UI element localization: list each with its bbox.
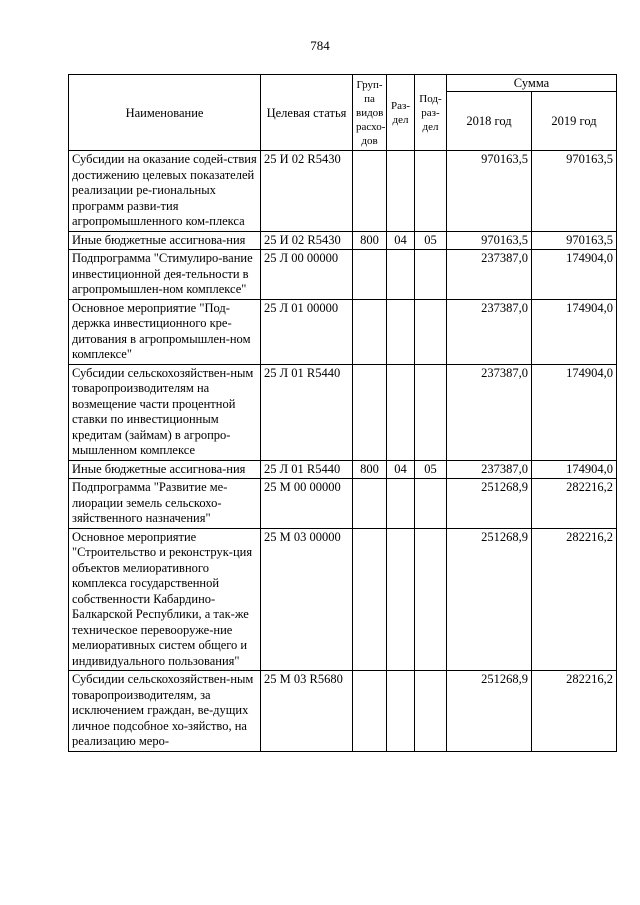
table-row: [69, 671, 617, 752]
row-sum-2018: 237387,0: [447, 299, 532, 364]
header-name: Наименование: [69, 75, 261, 151]
h-group-line: па: [364, 92, 375, 105]
table-row: [69, 528, 617, 671]
h-subsection-line: Под-: [419, 92, 442, 105]
row-section: [387, 479, 415, 529]
row-subsection: 05: [415, 460, 447, 479]
row-expense-group: 800: [353, 460, 387, 479]
table-row: [69, 479, 617, 529]
row-name: Субсидии на оказание содей-ствия достижению целевых показателей реализации ре-гиональных программ разви-тия агропромышленного ком-плекса: [69, 151, 261, 232]
row-target-article: 25 И 02 R5430: [261, 231, 353, 250]
row-sum-2019: 174904,0: [532, 460, 617, 479]
h-subsection-line: дел: [422, 120, 439, 133]
row-target-article: 25 М 00 00000: [261, 479, 353, 529]
row-section: [387, 151, 415, 232]
row-subsection: [415, 528, 447, 671]
header-subsection: [415, 75, 447, 151]
header-year-2019: 2019 год: [532, 92, 617, 151]
row-subsection: [415, 364, 447, 460]
row-sum-2018: 251268,9: [447, 528, 532, 671]
header-row-top: [69, 75, 617, 92]
page-number: 784: [310, 38, 330, 53]
row-sum-2019: 282216,2: [532, 479, 617, 529]
row-sum-2018: 970163,5: [447, 151, 532, 232]
row-section: [387, 528, 415, 671]
row-sum-2018: 237387,0: [447, 364, 532, 460]
row-subsection: [415, 479, 447, 529]
row-expense-group: [353, 151, 387, 232]
row-sum-2019: 282216,2: [532, 671, 617, 752]
row-subsection: [415, 299, 447, 364]
row-expense-group: [353, 299, 387, 364]
header-section: [387, 75, 415, 151]
row-sum-2019: 970163,5: [532, 151, 617, 232]
table-body: [69, 151, 617, 752]
row-subsection: [415, 671, 447, 752]
row-target-article: 25 Л 01 00000: [261, 299, 353, 364]
row-subsection: [415, 151, 447, 232]
header-sum: Сумма: [447, 75, 617, 92]
budget-table: [68, 74, 617, 752]
row-expense-group: 800: [353, 231, 387, 250]
table-row: [69, 460, 617, 479]
table-row: [69, 151, 617, 232]
row-name: Иные бюджетные ассигнова-ния: [69, 231, 261, 250]
row-name: Подпрограмма "Развитие ме-лиорации земель сельскохо-зяйственного назначения": [69, 479, 261, 529]
header-target-article: Целевая статья: [261, 75, 353, 151]
row-sum-2019: 174904,0: [532, 250, 617, 300]
row-sum-2019: 970163,5: [532, 231, 617, 250]
row-subsection: [415, 250, 447, 300]
row-target-article: 25 И 02 R5430: [261, 151, 353, 232]
table-row: [69, 231, 617, 250]
table-row: [69, 250, 617, 300]
row-name: Субсидии сельскохозяйствен-ным товаропроизводителям, за исключением граждан, ве-дущих личное подсобное хо-зяйство, на реализацию меро-: [69, 671, 261, 752]
row-expense-group: [353, 479, 387, 529]
header-expense-group: [353, 75, 387, 151]
row-name: Основное мероприятие "Под-держка инвестиционного кре-дитования в агропромышлен-ном комплексе": [69, 299, 261, 364]
table-header: [69, 75, 617, 151]
h-group-line: дов: [361, 134, 378, 147]
row-sum-2018: 970163,5: [447, 231, 532, 250]
row-target-article: 25 Л 00 00000: [261, 250, 353, 300]
header-year-2018: 2018 год: [447, 92, 532, 151]
row-sum-2018: 237387,0: [447, 460, 532, 479]
h-section-line: дел: [392, 113, 409, 126]
h-group-line: Груп-: [356, 78, 383, 91]
row-section: 04: [387, 231, 415, 250]
row-section: [387, 250, 415, 300]
h-subsection-line: раз-: [421, 106, 440, 119]
table-row: [69, 364, 617, 460]
row-sum-2019: 174904,0: [532, 364, 617, 460]
row-sum-2018: 237387,0: [447, 250, 532, 300]
row-subsection: 05: [415, 231, 447, 250]
row-sum-2019: 282216,2: [532, 528, 617, 671]
h-group-line: расхо-: [356, 120, 386, 133]
row-target-article: 25 Л 01 R5440: [261, 364, 353, 460]
row-name: Иные бюджетные ассигнова-ния: [69, 460, 261, 479]
row-section: 04: [387, 460, 415, 479]
h-section-line: Раз-: [390, 99, 410, 112]
row-expense-group: [353, 671, 387, 752]
row-section: [387, 671, 415, 752]
row-target-article: 25 Л 01 R5440: [261, 460, 353, 479]
row-expense-group: [353, 250, 387, 300]
row-section: [387, 364, 415, 460]
row-sum-2019: 174904,0: [532, 299, 617, 364]
row-sum-2018: 251268,9: [447, 479, 532, 529]
row-name: Подпрограмма "Стимулиро-вание инвестиционной дея-тельности в агропромышлен-ном комплексе": [69, 250, 261, 300]
row-target-article: 25 М 03 00000: [261, 528, 353, 671]
table-row: [69, 299, 617, 364]
row-section: [387, 299, 415, 364]
row-name: Субсидии сельскохозяйствен-ным товаропроизводителям на возмещение части процентной ставки по инвестиционным кредитам (займам) в агропро-мышленном комплексе: [69, 364, 261, 460]
row-target-article: 25 М 03 R5680: [261, 671, 353, 752]
h-group-line: видов: [356, 106, 384, 119]
row-sum-2018: 251268,9: [447, 671, 532, 752]
row-name: Основное мероприятие "Строительство и реконструк-ция объектов мелиоративного комплекса государственной собственности Кабардино-Балкарской Республики, а так-же техническое перевооруже-ние мелиоративных систем общего и индивидуального пользования": [69, 528, 261, 671]
row-expense-group: [353, 528, 387, 671]
row-expense-group: [353, 364, 387, 460]
